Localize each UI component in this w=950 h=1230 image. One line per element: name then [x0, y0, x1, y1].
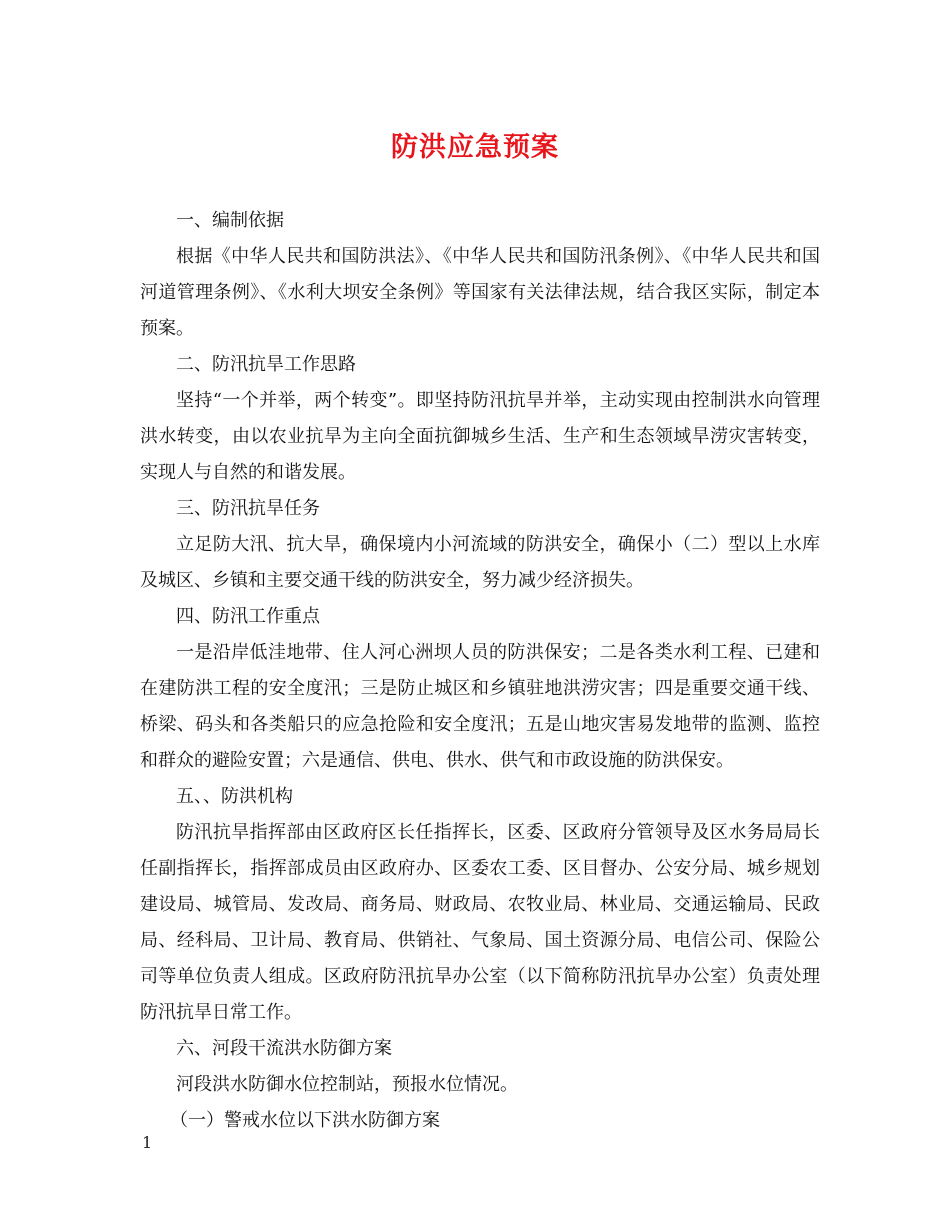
section-heading-key-points: 四、防汛工作重点	[176, 606, 320, 627]
section-heading-tasks: 三、防汛抗旱任务	[176, 498, 320, 519]
section-paragraph-organization: 防汛抗旱指挥部由区政府区长任指挥长，区委、区政府分管领导及区水务局局长任副指挥长，指挥部成员由区政府办、区委农工委、区目督办、公安分局、城乡规划建设局、城管局、发改局、商务局、财政局、农牧业局、林业局、交通运输局、民政局、经科局、卫计局、教育局、供销社、气象局、国土资源分局、电信公司、保险公司等单位负责人组成。区政府防汛抗旱办公室（以下简称防汛抗旱办公室）负责处理防汛抗旱日常工作。	[140, 822, 820, 1023]
subsection-heading-below-warning-level: （一）警戒水位以下洪水防御方案	[170, 1110, 440, 1131]
section-paragraph-key-points: 一是沿岸低洼地带、住人河心洲坝人员的防洪保安；二是各类水利工程、已建和在建防洪工程的安全度汛；三是防止城区和乡镇驻地洪涝灾害；四是重要交通干线、桥梁、码头和各类船只的应急抢险和安全度汛；五是山地灾害易发地带的监测、监控和群众的避险安置；六是通信、供电、供水、供气和市政设施的防洪保安。	[140, 642, 820, 771]
document-body	[140, 203, 820, 1139]
section-heading-defense-plan: 六、河段干流洪水防御方案	[176, 1038, 392, 1059]
section-paragraph-defense-plan: 河段洪水防御水位控制站，预报水位情况。	[176, 1074, 518, 1095]
page-number: 1	[142, 1133, 153, 1152]
section-heading-compilation-basis: 一、编制依据	[176, 210, 284, 231]
document-title: 防洪应急预案	[391, 132, 559, 163]
section-heading-organization: 五、、防洪机构	[176, 786, 293, 807]
section-paragraph-work-approach: 坚持“一个并举，两个转变”。即坚持防汛抗旱并举，主动实现由控制洪水向管理洪水转变，由以农业抗旱为主向全面抗御城乡生活、生产和生态领域旱涝灾害转变，实现人与自然的和谐发展。	[140, 390, 820, 483]
section-paragraph-compilation-basis: 根据《中华人民共和国防洪法》、《中华人民共和国防汛条例》、《中华人民共和国河道管理条例》、《水利大坝安全条例》等国家有关法律法规，结合我区实际，制定本预案。	[140, 246, 820, 339]
section-heading-work-approach: 二、防汛抗旱工作思路	[176, 354, 356, 375]
section-paragraph-tasks: 立足防大汛、抗大旱，确保境内小河流域的防洪安全，确保小（二）型以上水库及城区、乡镇和主要交通干线的防洪安全，努力减少经济损失。	[140, 534, 820, 591]
